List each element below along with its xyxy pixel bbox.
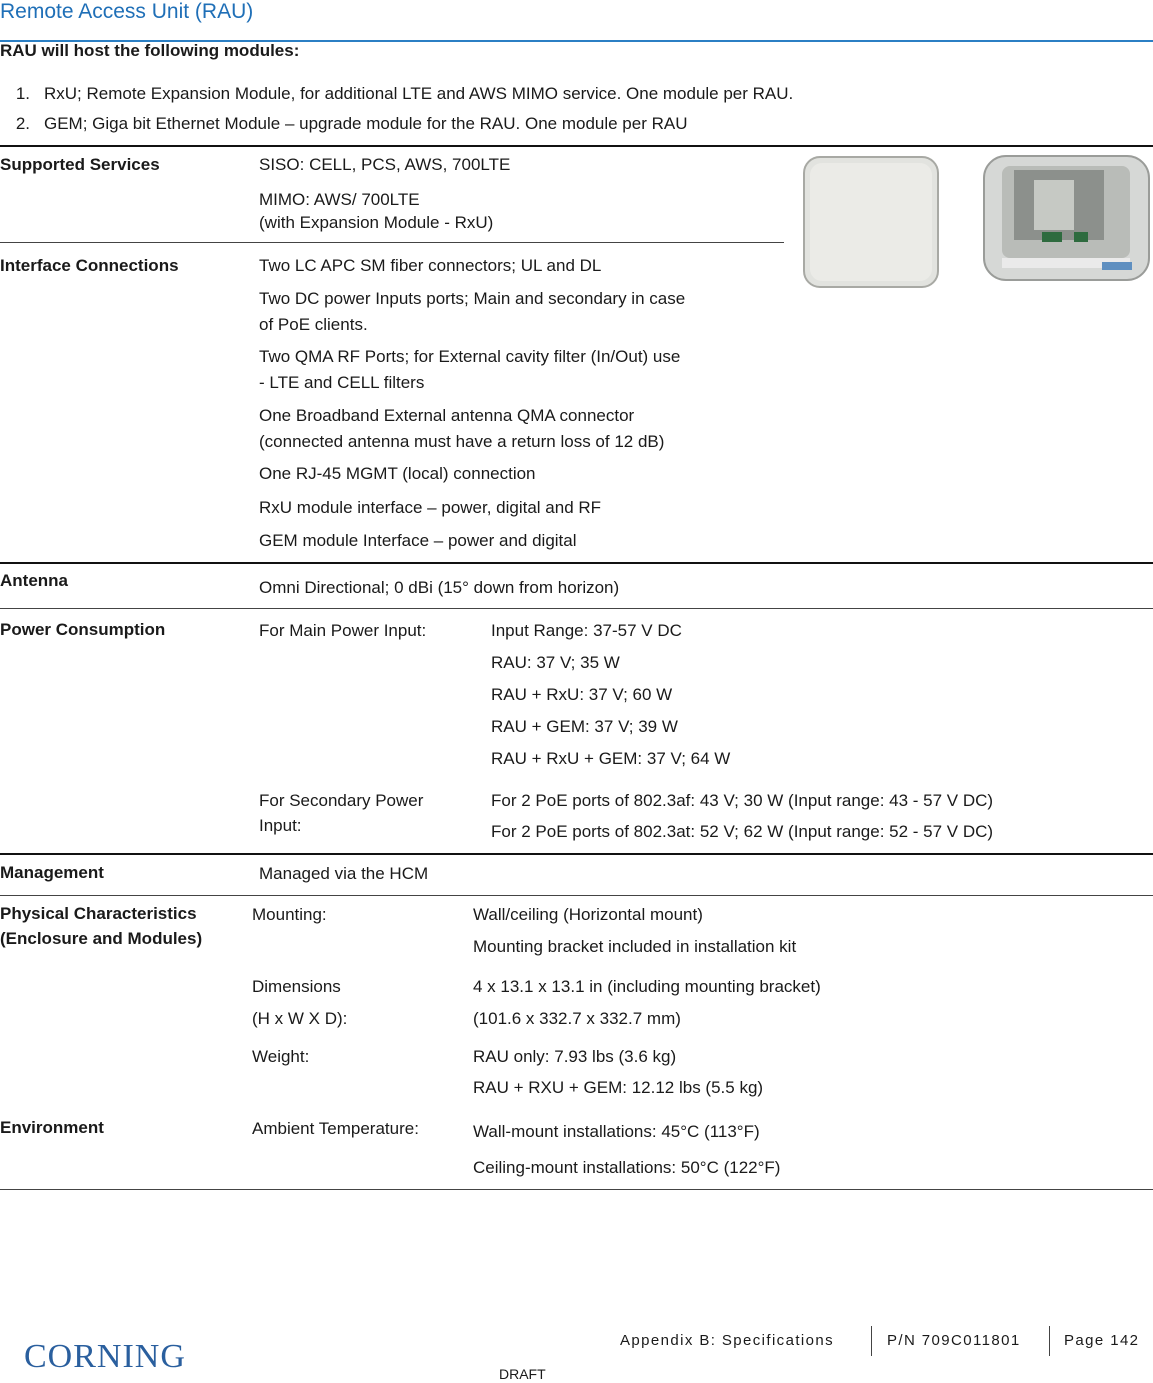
interface-line: - LTE and CELL filters bbox=[259, 373, 425, 392]
main-power-value: RAU + RxU + GEM: 37 V; 64 W bbox=[491, 749, 731, 768]
row-divider bbox=[0, 242, 784, 243]
temperature-value: Ceiling-mount installations: 50°C (122°F) bbox=[473, 1158, 781, 1177]
dimensions-label: Dimensions bbox=[252, 977, 341, 996]
row-divider bbox=[0, 608, 1153, 609]
secondary-power-label: For Secondary Power bbox=[259, 791, 424, 810]
rau-closed-photo bbox=[800, 153, 945, 298]
label-environment: Environment bbox=[0, 1118, 104, 1137]
interface-line: One Broadband External antenna QMA connector bbox=[259, 406, 635, 425]
weight-value: RAU only: 7.93 lbs (3.6 kg) bbox=[473, 1047, 677, 1066]
footer-section: Appendix B: Specifications bbox=[620, 1332, 835, 1349]
weight-label: Weight: bbox=[252, 1047, 310, 1066]
list-text: RxU; Remote Expansion Module, for additional LTE and AWS MIMO service. One module per RAU. bbox=[44, 84, 794, 103]
weight-value: RAU + RXU + GEM: 12.12 lbs (5.5 kg) bbox=[473, 1078, 764, 1097]
label-management: Management bbox=[0, 863, 104, 882]
dimensions-value: (101.6 x 332.7 x 332.7 mm) bbox=[473, 1009, 681, 1028]
supported-line: (with Expansion Module - RxU) bbox=[259, 213, 494, 232]
table-top-rule bbox=[0, 145, 1153, 147]
corning-logo: CORNING bbox=[24, 1338, 186, 1375]
footer-page-number: Page 142 bbox=[1064, 1332, 1140, 1349]
secondary-power-value: For 2 PoE ports of 802.3at: 52 V; 62 W (Input range: 52 - 57 V DC) bbox=[491, 822, 994, 841]
label-supported-services: Supported Services bbox=[0, 155, 160, 174]
row-divider bbox=[0, 562, 1153, 564]
list-item bbox=[0, 84, 793, 104]
interface-line: (connected antenna must have a return loss of 12 dB) bbox=[259, 432, 665, 451]
row-divider bbox=[0, 853, 1153, 855]
list-number: 1. bbox=[15, 84, 30, 103]
main-power-label: For Main Power Input: bbox=[259, 621, 427, 640]
ambient-temperature-label: Ambient Temperature: bbox=[252, 1119, 419, 1138]
list-item bbox=[0, 114, 688, 134]
interface-line: Two DC power Inputs ports; Main and secondary in case bbox=[259, 289, 686, 308]
interface-line: One RJ-45 MGMT (local) connection bbox=[259, 464, 536, 483]
interface-line: Two QMA RF Ports; for External cavity filter (In/Out) use bbox=[259, 347, 681, 366]
supported-line: SISO: CELL, PCS, AWS, 700LTE bbox=[259, 155, 511, 174]
main-power-value: Input Range: 37-57 V DC bbox=[491, 621, 682, 640]
mounting-label: Mounting: bbox=[252, 905, 327, 924]
label-physical-subtitle: (Enclosure and Modules) bbox=[0, 929, 203, 948]
dimensions-value: 4 x 13.1 x 13.1 in (including mounting bracket) bbox=[473, 977, 821, 996]
intro-heading: RAU will host the following modules: bbox=[0, 41, 300, 60]
draft-watermark: DRAFT bbox=[499, 1366, 546, 1382]
row-divider bbox=[0, 895, 1153, 896]
interface-line: of PoE clients. bbox=[259, 315, 368, 334]
interface-line: GEM module Interface – power and digital bbox=[259, 531, 577, 550]
secondary-power-value: For 2 PoE ports of 802.3af: 43 V; 30 W (Input range: 43 - 57 V DC) bbox=[491, 791, 994, 810]
management-value: Managed via the HCM bbox=[259, 864, 429, 883]
list-number: 2. bbox=[15, 114, 30, 133]
dimensions-label: (H x W X D): bbox=[252, 1009, 348, 1028]
label-interface-connections: Interface Connections bbox=[0, 256, 179, 275]
antenna-value: Omni Directional; 0 dBi (15° down from horizon) bbox=[259, 578, 620, 597]
secondary-power-label: Input: bbox=[259, 816, 302, 835]
main-power-value: RAU: 37 V; 35 W bbox=[491, 653, 620, 672]
main-power-value: RAU + GEM: 37 V; 39 W bbox=[491, 717, 678, 736]
interface-line: Two LC APC SM fiber connectors; UL and DL bbox=[259, 256, 602, 275]
temperature-value: Wall-mount installations: 45°C (113°F) bbox=[473, 1122, 760, 1141]
table-bottom-rule bbox=[0, 1189, 1153, 1190]
main-power-value: RAU + RxU: 37 V; 60 W bbox=[491, 685, 673, 704]
label-power-consumption: Power Consumption bbox=[0, 620, 166, 639]
footer-separator bbox=[1049, 1326, 1050, 1356]
supported-line: MIMO: AWS/ 700LTE bbox=[259, 190, 420, 209]
footer-part-number: P/N 709C011801 bbox=[887, 1332, 1021, 1349]
rau-open-photo bbox=[982, 150, 1153, 287]
mounting-value: Mounting bracket included in installation kit bbox=[473, 937, 797, 956]
label-physical-characteristics: Physical Characteristics bbox=[0, 904, 197, 923]
page-title: Remote Access Unit (RAU) bbox=[0, 0, 254, 23]
footer-separator bbox=[871, 1326, 872, 1356]
list-text: GEM; Giga bit Ethernet Module – upgrade module for the RAU. One module per RAU bbox=[44, 114, 688, 133]
label-antenna: Antenna bbox=[0, 571, 68, 590]
mounting-value: Wall/ceiling (Horizontal mount) bbox=[473, 905, 703, 924]
interface-line: RxU module interface – power, digital and RF bbox=[259, 498, 602, 517]
